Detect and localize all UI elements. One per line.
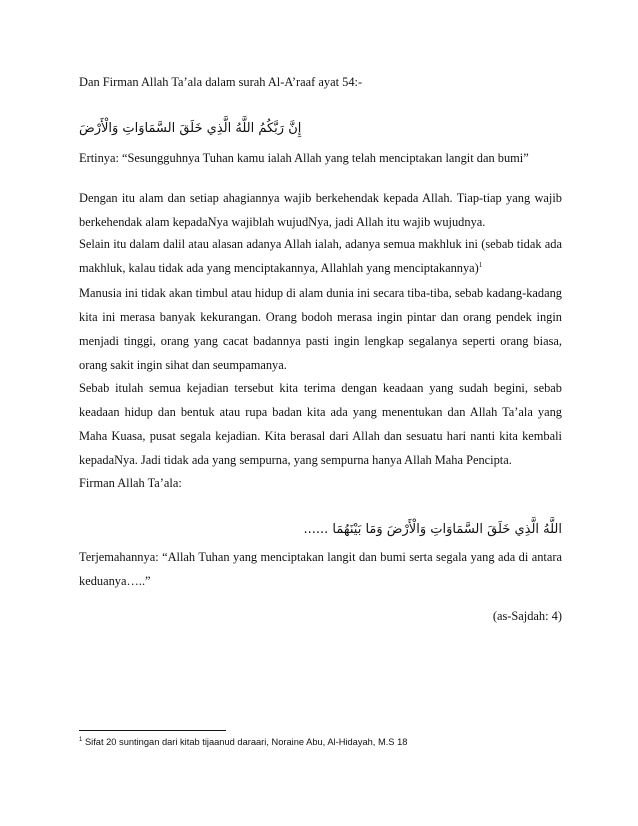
- ertinya-line: Ertinya: “Sesungguhnya Tuhan kamu ialah Allah yang telah menciptakan langit dan bumi”: [79, 151, 529, 165]
- terjemahan-paragraph: Terjemahannya: “Allah Tuhan yang menciptakan langit dan bumi serta segala yang ada di antara keduanya…..”: [79, 550, 562, 588]
- footnote-text: Sifat 20 suntingan dari kitab tijaanud daraari, Noraine Abu, Al-Hidayah, M.S 18: [84, 737, 408, 747]
- paragraph-2: [79, 232, 562, 280]
- arabic-verse-al-araf: إِنَّ رَبَّكُمُ اللَّهُ الَّذِي خَلَقَ السَّمَاوَاتِ وَالْأَرْضَ: [79, 121, 302, 136]
- footnote: [79, 737, 407, 747]
- footnote-marker: 1: [79, 736, 83, 743]
- footnote-divider: [79, 730, 226, 731]
- firman-line: Firman Allah Ta’ala:: [79, 476, 182, 490]
- paragraph-3: Manusia ini tidak akan timbul atau hidup di alam dunia ini secara tiba-tiba, sebab kadang-kadang kita ini merasa banyak kekurangan. Orang bodoh merasa ingin pintar dan orang pendek ingin menjadi tinggi, orang yang cacat badannya pasti ingin lengkap segalanya seperti orang biasa, orang sakit ingin sihat dan seumpamanya.: [79, 286, 562, 372]
- surah-reference: (as-Sajdah: 4): [492, 609, 562, 624]
- paragraph-1: Dengan itu alam dan setiap ahagiannya wajib berkehendak kepada Allah. Tiap-tiap yang wajib berkehendak alam kepadaNya wajiblah wujudNya, jadi Allah itu wajib wujudnya.: [79, 191, 562, 229]
- intro-line: Dan Firman Allah Ta’ala dalam surah Al-A’raaf ayat 54:-: [79, 75, 363, 89]
- paragraph-4: Sebab itulah semua kejadian tersebut kita terima dengan keadaan yang sudah begini, sebab keadaan hidup dan bentuk atau rupa badan kita ada yang menentukan dan Allah Ta’ala yang Maha Kuasa, pusat segala kejadian. Kita berasal dari Allah dan sesuatu hari nanti kita kembali kepadaNya. Jadi tidak ada yang sempurna, yang sempurna hanya Allah Maha Pencipta.: [79, 381, 562, 467]
- footnote-ref: 1: [478, 260, 483, 269]
- arabic-verse-as-sajdah: اللَّهُ الَّذِي خَلَقَ السَّمَاوَاتِ وَالْأَرْضَ وَمَا بَيْنَهُمَا ......: [303, 522, 562, 537]
- paragraph-2-text: Selain itu dalam dalil atau alasan adanya Allah ialah, adanya semua makhluk ini (sebab tidak ada makhluk, kalau tidak ada yang menciptakannya, Allahlah yang menciptakannya): [79, 237, 562, 275]
